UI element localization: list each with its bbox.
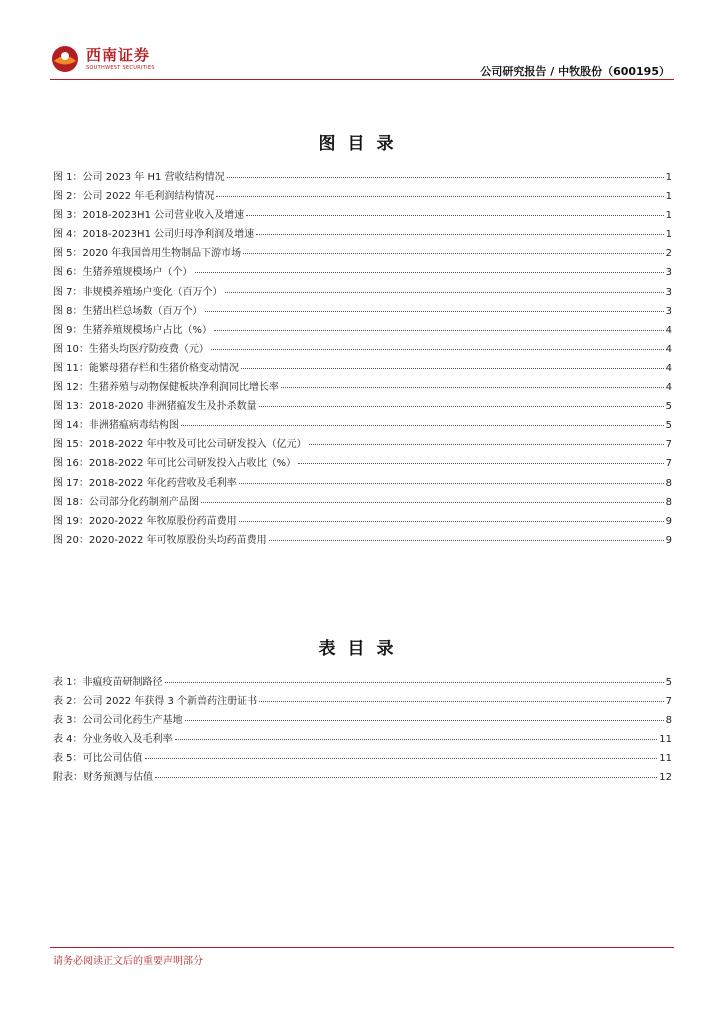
toc-entry[interactable]: [53, 512, 672, 531]
toc-entry-page: 1: [665, 172, 672, 183]
figures-toc-list: [53, 168, 672, 550]
toc-entry-page: 7: [665, 696, 672, 708]
toc-leader-dots: [211, 349, 664, 350]
toc-entry[interactable]: [53, 206, 672, 225]
toc-entry[interactable]: [53, 531, 672, 550]
toc-entry-page: 3: [665, 267, 672, 279]
header-divider: [50, 79, 674, 80]
toc-entry[interactable]: [53, 283, 672, 302]
company-logo: [50, 44, 155, 74]
toc-entry-page: 5: [665, 401, 672, 413]
toc-entry-label: 图 5：2020 年我国兽用生物制品下游市场: [53, 248, 242, 260]
toc-entry-page: 9: [665, 534, 672, 546]
toc-entry[interactable]: [53, 168, 672, 187]
toc-entry-page: 7: [665, 439, 672, 451]
toc-entry-page: 1: [665, 229, 672, 241]
toc-leader-dots: [185, 720, 664, 721]
tables-toc-list: [53, 673, 672, 788]
toc-entry-label: 图 13：2018-2020 非洲猪瘟发生及扑杀数量: [53, 401, 257, 413]
toc-entry-page: 4: [665, 324, 672, 336]
toc-entry-label: 图 4：2018-2023H1 公司归母净利润及增速: [53, 229, 255, 241]
toc-leader-dots: [269, 540, 664, 541]
toc-entry-page: 11: [659, 734, 672, 746]
toc-entry-label: 图 1：公司 2023 年 H1 营收结构情况: [53, 172, 225, 183]
toc-entry-label: 图 7：非规模养殖场户变化（百万个）: [53, 286, 223, 298]
toc-entry-page: 8: [665, 477, 672, 489]
tables-section-title: 表目录: [318, 639, 406, 659]
toc-entry[interactable]: [53, 378, 672, 397]
toc-entry-label: 图 19：2020-2022 年牧原股份药苗费用: [53, 515, 237, 527]
toc-entry-label: 附表：财务预测与估值: [53, 772, 153, 784]
toc-entry-page: 3: [665, 305, 672, 317]
toc-entry-label: 图 3：2018-2023H1 公司营业收入及增速: [53, 210, 245, 222]
toc-entry-page: 4: [665, 382, 672, 394]
toc-entry[interactable]: [53, 302, 672, 321]
report-header-title: 公司研究报告 / 中牧股份（600195）: [480, 65, 670, 78]
toc-leader-dots: [241, 368, 664, 369]
toc-entry-label: 图 2：公司 2022 年毛利润结构情况: [53, 191, 215, 203]
toc-entry[interactable]: [53, 673, 672, 692]
footer-disclaimer: 请务必阅读正文后的重要声明部分: [53, 956, 203, 967]
toc-entry[interactable]: [53, 225, 672, 244]
toc-leader-dots: [225, 292, 664, 293]
toc-entry-label: 图 15：2018-2022 年中牧及可比公司研发投入（亿元）: [53, 439, 307, 451]
toc-entry-page: 3: [665, 286, 672, 298]
toc-entry-label: 表 5：可比公司估值: [53, 753, 143, 765]
toc-entry-label: 图 18：公司部分化药制剂产品图: [53, 496, 199, 508]
toc-entry[interactable]: [53, 768, 672, 787]
logo-emblem-icon: [50, 44, 80, 74]
toc-entry[interactable]: [53, 493, 672, 512]
toc-entry-label: 图 17：2018-2022 年化药营收及毛利率: [53, 477, 237, 489]
toc-entry-label: 图 14：非洲猪瘟病毒结构图: [53, 420, 179, 432]
toc-entry-label: 图 8：生猪出栏总场数（百万个）: [53, 305, 203, 317]
footer-divider: [50, 947, 674, 948]
logo-english-name: SOUTHWEST SECURITIES: [86, 64, 155, 71]
toc-leader-dots: [239, 521, 664, 522]
toc-leader-dots: [205, 311, 664, 312]
toc-entry-page: 7: [665, 458, 672, 470]
toc-entry-label: 表 1：非瘟疫苗研制路径: [53, 677, 163, 688]
toc-entry[interactable]: [53, 749, 672, 768]
toc-entry-page: 5: [665, 420, 672, 432]
toc-entry-page: 11: [659, 753, 672, 765]
toc-entry-page: 8: [665, 715, 672, 727]
toc-entry[interactable]: [53, 711, 672, 730]
toc-leader-dots: [239, 483, 664, 484]
toc-leader-dots: [243, 253, 663, 254]
toc-leader-dots: [201, 502, 664, 503]
toc-entry[interactable]: [53, 359, 672, 378]
toc-leader-dots: [259, 406, 664, 407]
toc-entry-label: 图 6：生猪养殖规模场户（个）: [53, 267, 193, 279]
figures-section-title: 图目录: [318, 134, 406, 154]
toc-entry-page: 4: [665, 343, 672, 355]
toc-leader-dots: [216, 196, 663, 197]
toc-entry[interactable]: [53, 692, 672, 711]
toc-entry[interactable]: [53, 730, 672, 749]
toc-entry-label: 图 20：2020-2022 年可牧原股份头均药苗费用: [53, 534, 267, 546]
toc-entry-page: 8: [665, 496, 672, 508]
toc-leader-dots: [155, 777, 657, 778]
toc-leader-dots: [214, 330, 664, 331]
toc-entry-page: 2: [665, 248, 672, 260]
toc-entry-label: 表 2：公司 2022 年获得 3 个新兽药注册证书: [53, 696, 258, 708]
toc-entry-label: 表 3：公司公司化药生产基地: [53, 715, 183, 727]
toc-leader-dots: [298, 463, 664, 464]
toc-entry[interactable]: [53, 454, 672, 473]
toc-leader-dots: [145, 758, 658, 759]
toc-entry-page: 1: [665, 191, 672, 203]
toc-leader-dots: [195, 272, 664, 273]
toc-leader-dots: [281, 387, 664, 388]
toc-leader-dots: [309, 444, 664, 445]
toc-leader-dots: [181, 425, 664, 426]
toc-entry-page: 4: [665, 362, 672, 374]
toc-entry[interactable]: [53, 416, 672, 435]
toc-entry[interactable]: [53, 397, 672, 416]
toc-leader-dots: [227, 177, 664, 178]
toc-entry[interactable]: [53, 435, 672, 454]
toc-entry-label: 图 10：生猪头均医疗防疫费（元）: [53, 343, 209, 355]
toc-entry[interactable]: [53, 321, 672, 340]
toc-entry[interactable]: [53, 187, 672, 206]
toc-entry[interactable]: [53, 244, 672, 263]
toc-entry-label: 表 4：分业务收入及毛利率: [53, 734, 173, 746]
toc-entry-page: 1: [665, 210, 672, 222]
toc-leader-dots: [165, 682, 664, 683]
toc-entry-label: 图 16：2018-2022 年可比公司研发投入占收比（%）: [53, 458, 297, 470]
toc-entry-page: 12: [659, 772, 672, 784]
toc-leader-dots: [256, 234, 664, 235]
toc-entry[interactable]: [53, 340, 672, 359]
toc-entry-label: 图 11：能繁母猪存栏和生猪价格变动情况: [53, 362, 239, 374]
toc-leader-dots: [259, 701, 664, 702]
toc-leader-dots: [175, 739, 658, 740]
toc-entry[interactable]: [53, 474, 672, 493]
toc-entry-label: 图 12：生猪养殖与动物保健板块净利润同比增长率: [53, 382, 279, 394]
toc-entry[interactable]: [53, 263, 672, 282]
toc-entry-page: 9: [665, 515, 672, 527]
toc-entry-label: 图 9：生猪养殖规模场户占比（%）: [53, 324, 213, 336]
toc-leader-dots: [246, 215, 664, 216]
logo-chinese-name: 西南证券: [86, 45, 151, 64]
toc-entry-page: 5: [665, 677, 672, 688]
